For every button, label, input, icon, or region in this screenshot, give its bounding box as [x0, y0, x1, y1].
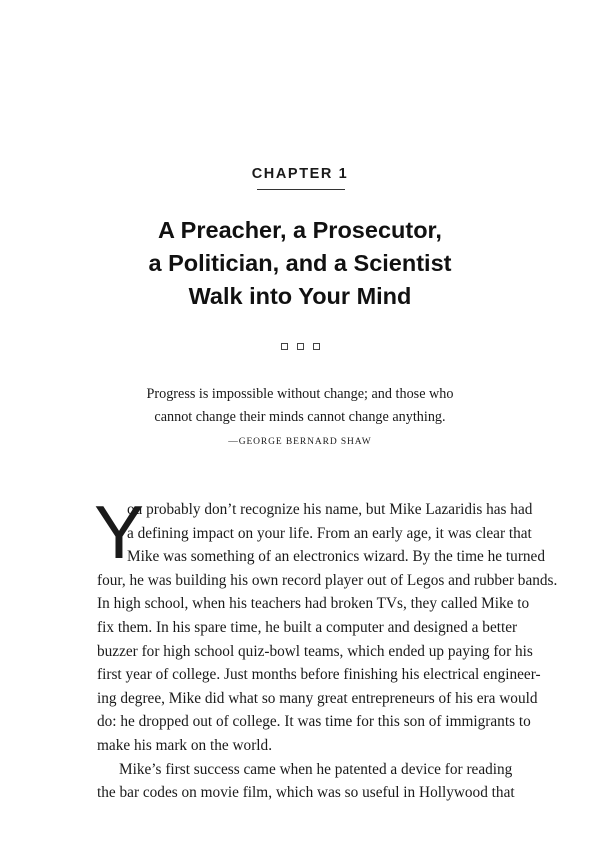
ornament-square-icon	[281, 343, 288, 350]
epigraph-line: Progress is impossible without change; and those who	[146, 386, 454, 402]
body-line: Mike’s first success came when he patented a device for reading	[119, 760, 513, 778]
body-text	[94, 490, 558, 805]
body-line: Mike was something of an electronics wizard. By the time he turned	[127, 548, 545, 566]
body-line: the bar codes on movie film, which was so useful in Hollywood that	[97, 784, 515, 802]
body-line: fix them. In his spare time, he built a computer and designed a better	[97, 618, 518, 636]
body-line: do: he dropped out of college. It was time for this son of immigrants to	[97, 713, 531, 731]
chapter-rule	[257, 189, 345, 190]
ornament-square-icon	[313, 343, 320, 350]
body-line: buzzer for high school quiz-bowl teams, which ended up paying for his	[97, 642, 533, 660]
chapter-label: CHAPTER 1	[251, 166, 349, 182]
epigraph-quote	[0, 383, 600, 429]
epigraph-line: cannot change their minds cannot change anything.	[154, 409, 446, 425]
epigraph-attribution: —GEORGE BERNARD SHAW	[228, 437, 372, 447]
body-line: a defining impact on your life. From an early age, it was clear that	[127, 524, 532, 542]
body-line: ing degree, Mike did what so many great entrepreneurs of his era would	[97, 689, 538, 707]
body-line: In high school, when his teachers had broken TVs, they called Mike to	[97, 595, 530, 613]
section-ornament	[0, 343, 600, 350]
drop-cap: Y	[94, 490, 145, 574]
body-line: first year of college. Just months before finishing his electrical engineer-	[97, 666, 541, 684]
body-line: ou probably don’t recognize his name, but Mike Lazaridis has had	[127, 501, 533, 518]
ornament-square-icon	[297, 343, 304, 350]
chapter-title	[0, 214, 600, 313]
body-line: four, he was building his own record player out of Legos and rubber bands.	[97, 571, 558, 589]
body-line: make his mark on the world.	[97, 736, 273, 754]
chapter-title-line: a Politician, and a Scientist	[148, 250, 452, 276]
chapter-title-line: A Preacher, a Prosecutor,	[158, 217, 442, 243]
chapter-title-line: Walk into Your Mind	[188, 283, 412, 309]
